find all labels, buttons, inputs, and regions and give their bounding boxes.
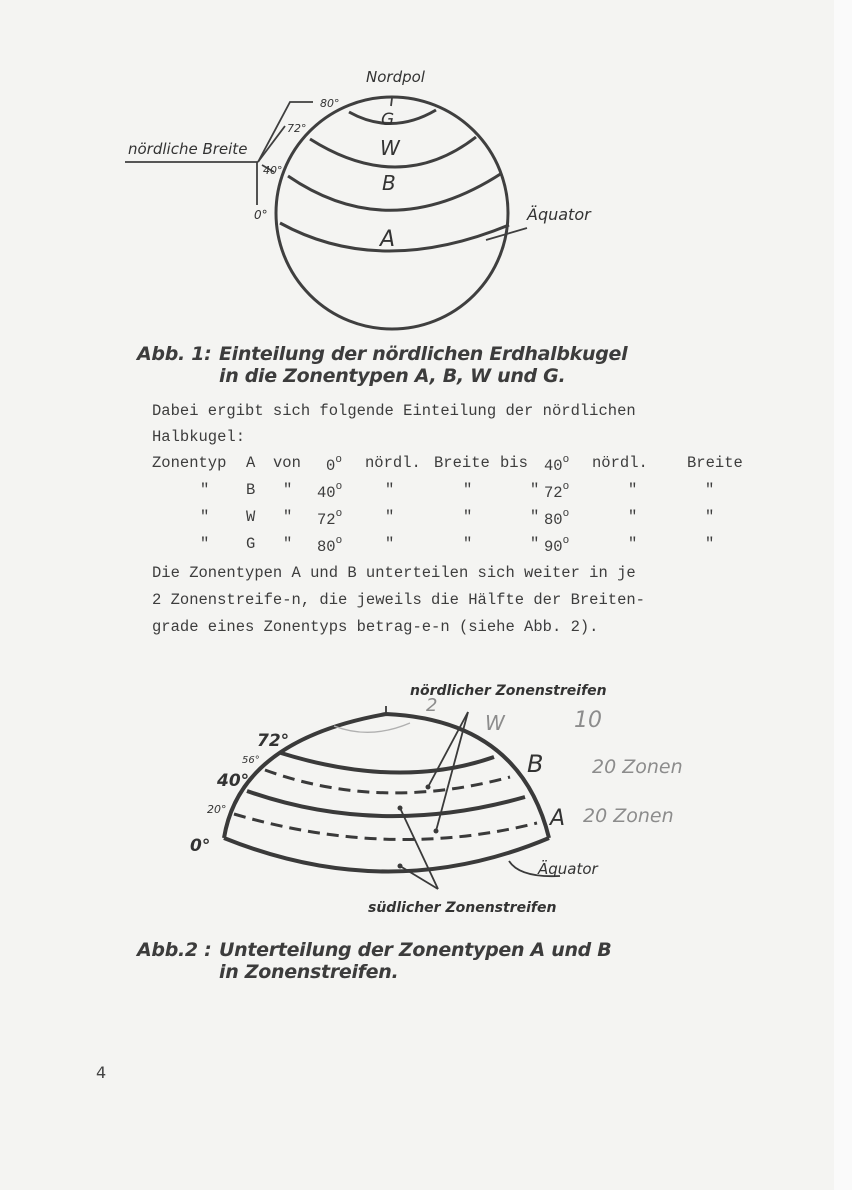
to-degree-cell: 40: [544, 457, 563, 475]
page-number: 4: [96, 1063, 107, 1082]
para-line-3: grade eines Zonentyps betrag-e-n (siehe Abb. 2).: [152, 618, 599, 636]
to-degree-cell: 90: [544, 538, 563, 556]
north-strip-label: nördlicher Zonenstreifen: [410, 683, 607, 699]
to-degree-cell: 80: [544, 511, 563, 529]
to-degree-cell: 72: [544, 484, 563, 502]
para-line-1: Die Zonentypen A und B unterteilen sich weiter in je: [152, 564, 636, 582]
cell: ": [283, 481, 293, 499]
deg-20-label: 20°: [207, 803, 227, 816]
from-degree-cell: 72: [317, 511, 336, 529]
cell: ": [628, 508, 638, 526]
cell: nördl.: [365, 454, 421, 472]
pencil-note-b-zones: 20 Zonen: [592, 756, 683, 778]
intro-line-1: Dabei ergibt sich folgende Einteilung der nördlichen: [152, 402, 636, 420]
from-degree-cell: 80: [317, 538, 336, 556]
pole-tick: [391, 98, 392, 106]
deg-40-label-2: 40°: [217, 771, 250, 791]
cell: ": [385, 535, 395, 553]
zone-w-label: W: [380, 136, 400, 160]
cell: Breite: [687, 454, 743, 472]
degree-sign: o: [335, 508, 343, 520]
caption-label: Abb. 1:: [137, 343, 212, 365]
equator-label-2: Äquator: [538, 860, 598, 878]
degree-sign: o: [562, 508, 570, 520]
globe-outline: [276, 97, 508, 329]
zone-b-label-2: B: [527, 750, 544, 778]
caption-label: Abb.2 :: [137, 939, 212, 961]
intro-line-2: Halbkugel:: [152, 428, 246, 446]
cell: ": [628, 481, 638, 499]
cell: ": [385, 481, 395, 499]
cell: ": [705, 535, 715, 553]
pointer-dot: [434, 829, 439, 834]
pointer-dot: [398, 864, 403, 869]
figure-1-caption: [137, 343, 627, 387]
cell: ": [200, 508, 210, 526]
south-strip-label: südlicher Zonenstreifen: [368, 900, 557, 916]
cell: ": [628, 535, 638, 553]
zone-type-cell: W: [246, 508, 256, 526]
zone-type-cell: G: [246, 535, 256, 553]
cell: von: [273, 454, 301, 472]
latitude-40-line-2: [247, 791, 525, 816]
degree-sign: o: [335, 535, 343, 547]
cell: nördl.: [592, 454, 648, 472]
pointer-dot: [398, 806, 403, 811]
cell: bis: [500, 454, 528, 472]
equator-label: Äquator: [527, 205, 591, 224]
degree-sign: o: [335, 454, 342, 466]
cell: ": [463, 481, 473, 499]
degree-sign: o: [562, 454, 570, 466]
cell: ": [200, 535, 210, 553]
zone-a-label-2: A: [550, 806, 566, 831]
caption-line-1: Einteilung der nördlichen Erdhalbkugel: [219, 343, 628, 365]
cell: ": [530, 535, 540, 553]
para-line-2: 2 Zonenstreife-n, die jeweils die Hälfte der Breiten-: [152, 591, 645, 609]
cell: ": [463, 508, 473, 526]
degree-sign: o: [562, 481, 570, 493]
deg-40-label: 40°: [263, 164, 283, 177]
caption-line-2: in die Zonentypen A, B, W und G.: [219, 365, 566, 387]
zone-type-cell: B: [246, 481, 256, 499]
cell: Breite: [434, 454, 490, 472]
caption-line-2: in Zonenstreifen.: [219, 961, 399, 983]
latitude-label: nördliche Breite: [128, 140, 248, 158]
figure-2-caption: [137, 939, 611, 983]
pencil-note-10: 10: [574, 708, 602, 733]
zone-a-label: A: [380, 227, 396, 252]
deg-56-label: 56°: [242, 755, 260, 766]
degree-sign: o: [562, 535, 570, 547]
cell: ": [283, 508, 293, 526]
cell: ": [705, 481, 715, 499]
cell: ": [530, 508, 540, 526]
caption-line-1: Unterteilung der Zonentypen A und B: [219, 939, 612, 961]
pointer-dot: [426, 785, 431, 790]
latitude-72-line-2: [281, 753, 494, 773]
from-degree-cell: 0: [326, 457, 336, 475]
cell: ": [200, 481, 210, 499]
cell: ": [283, 535, 293, 553]
cell: ": [463, 535, 473, 553]
deg-80-label: 80°: [320, 97, 340, 110]
degree-sign: o: [335, 481, 343, 493]
nordpol-label: Nordpol: [366, 68, 425, 86]
cell: ": [530, 481, 540, 499]
leader-72: [258, 126, 285, 162]
from-degree-cell: 40: [317, 484, 336, 502]
zone-g-label: G: [381, 110, 395, 130]
deg-0-label-2: 0°: [190, 836, 211, 856]
deg-72-label-2: 72°: [257, 731, 290, 751]
pencil-note-w: W: [485, 711, 505, 735]
zone-type-cell: A: [246, 454, 256, 472]
cell: Zonentyp: [152, 454, 227, 472]
deg-0-label: 0°: [254, 208, 268, 222]
pencil-note-a-zones: 20 Zonen: [583, 805, 674, 827]
cell: ": [705, 508, 715, 526]
zone-b-label: B: [382, 171, 396, 195]
pencil-note-2: 2: [426, 695, 438, 716]
cell: ": [385, 508, 395, 526]
deg-72-label: 72°: [287, 122, 307, 135]
equator-line-2: [224, 838, 549, 872]
